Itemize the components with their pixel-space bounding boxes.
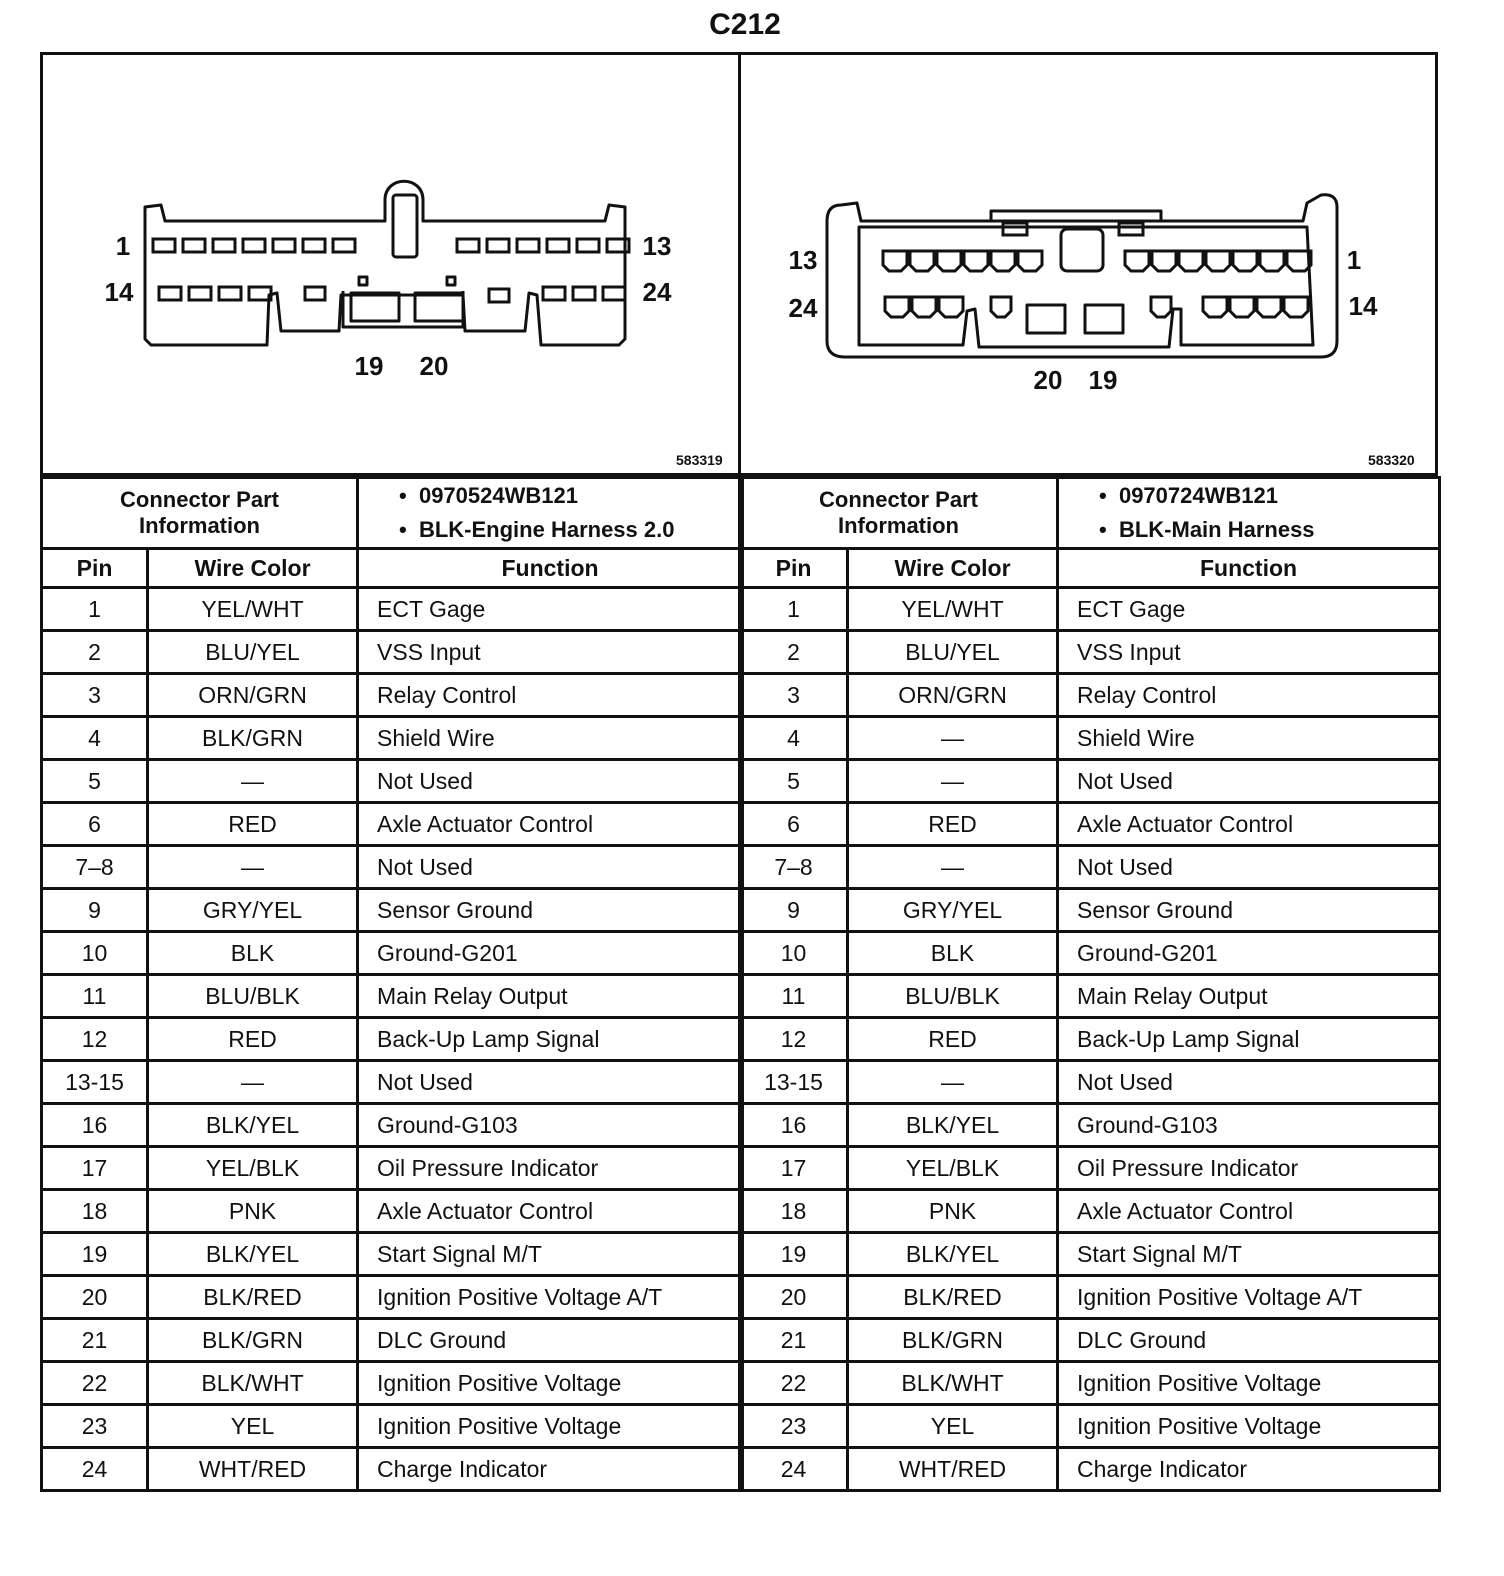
- function-cell: Ignition Positive Voltage: [358, 1362, 743, 1405]
- function-cell: Main Relay Output: [358, 975, 743, 1018]
- table-row: [42, 1362, 743, 1405]
- table-row: [740, 1405, 1440, 1448]
- right-pin-label-19: 19: [1088, 365, 1118, 395]
- function-cell: Ground-G103: [358, 1104, 743, 1147]
- pin-cell: 9: [42, 889, 148, 932]
- pin-cavity: [573, 287, 595, 300]
- function-cell: ECT Gage: [1058, 588, 1440, 631]
- pin-cavity: [1284, 297, 1308, 317]
- column-header-row: [740, 549, 1440, 588]
- pin-cell: 19: [42, 1233, 148, 1276]
- function-cell: Back-Up Lamp Signal: [1058, 1018, 1440, 1061]
- right-pinout-table: [738, 476, 1441, 1492]
- left-latch: [393, 195, 417, 257]
- function-cell: Not Used: [358, 760, 743, 803]
- pin-cell: 2: [740, 631, 848, 674]
- pin-cavity: [1233, 251, 1257, 271]
- connector-part-info-label: Connector Part Information: [740, 478, 1058, 549]
- function-cell: Not Used: [1058, 846, 1440, 889]
- function-cell: Back-Up Lamp Signal: [358, 1018, 743, 1061]
- table-row: [42, 803, 743, 846]
- wire-color-cell: —: [148, 760, 358, 803]
- pin-cavity: [991, 297, 1011, 317]
- table-row: [740, 975, 1440, 1018]
- pin-cavity: [1179, 251, 1203, 271]
- function-cell: DLC Ground: [1058, 1319, 1440, 1362]
- wire-color-cell: ORN/GRN: [848, 674, 1058, 717]
- pin-cavity: [910, 251, 934, 271]
- pin-cell: 10: [42, 932, 148, 975]
- pin-cavity: [1119, 223, 1143, 235]
- wire-color-cell: BLK/YEL: [848, 1233, 1058, 1276]
- pin-cell: 20: [740, 1276, 848, 1319]
- left-cavity-20: [415, 293, 463, 321]
- wire-color-cell: BLK: [848, 932, 1058, 975]
- pin-cell: 11: [42, 975, 148, 1018]
- connector-info-row: [42, 478, 743, 549]
- function-cell: Ignition Positive Voltage: [1058, 1405, 1440, 1448]
- pin-cell: 19: [740, 1233, 848, 1276]
- function-cell: Not Used: [358, 1061, 743, 1104]
- function-cell: Ground-G201: [1058, 932, 1440, 975]
- table-row: [740, 1147, 1440, 1190]
- wire-color-cell: RED: [848, 803, 1058, 846]
- wire-color-cell: —: [848, 1061, 1058, 1104]
- left-pin-label-20: 20: [419, 351, 449, 381]
- table-row: [42, 760, 743, 803]
- wire-color-cell: BLU/YEL: [148, 631, 358, 674]
- table-row: [740, 1018, 1440, 1061]
- function-cell: VSS Input: [358, 631, 743, 674]
- table-row: [740, 846, 1440, 889]
- left-pinout-table: [40, 476, 744, 1492]
- wire-color-cell: YEL/WHT: [848, 588, 1058, 631]
- function-cell: Oil Pressure Indicator: [358, 1147, 743, 1190]
- pin-cell: 22: [42, 1362, 148, 1405]
- pin-cell: 12: [42, 1018, 148, 1061]
- wire-color-cell: BLK/WHT: [848, 1362, 1058, 1405]
- part-number: 0970524WB121: [418, 483, 578, 508]
- left-pin-label-14: 14: [104, 277, 134, 307]
- pin-cell: 5: [740, 760, 848, 803]
- table-row: [42, 1147, 743, 1190]
- table-row: [740, 1190, 1440, 1233]
- pin-cell: 11: [740, 975, 848, 1018]
- pin-cell: 22: [740, 1362, 848, 1405]
- right-figure-id: 583320: [1368, 452, 1415, 468]
- table-row: [42, 1190, 743, 1233]
- wire-color-cell: WHT/RED: [148, 1448, 358, 1491]
- pin-cell: 3: [740, 674, 848, 717]
- right-cavity-20: [1027, 305, 1065, 333]
- left-pin-label-1: 1: [115, 231, 131, 261]
- table-row: [740, 588, 1440, 631]
- function-cell: Ignition Positive Voltage: [1058, 1362, 1440, 1405]
- pin-cell: 13-15: [42, 1061, 148, 1104]
- pin-cavity: [1203, 297, 1227, 317]
- wire-color-cell: BLK/GRN: [148, 717, 358, 760]
- table-row: [740, 1276, 1440, 1319]
- connector-part-info-values: • 0970724WB121 • BLK-Main Harness: [1058, 478, 1440, 549]
- pin-cavity: [305, 287, 325, 300]
- pin-cavity: [159, 287, 181, 300]
- left-key-nub: [359, 277, 367, 285]
- function-cell: Relay Control: [1058, 674, 1440, 717]
- wire-color-cell: BLK/YEL: [148, 1233, 358, 1276]
- wire-color-cell: BLK/GRN: [148, 1319, 358, 1362]
- function-cell: Sensor Ground: [1058, 889, 1440, 932]
- pin-cavity: [991, 251, 1015, 271]
- pin-cell: 4: [740, 717, 848, 760]
- table-row: [740, 1362, 1440, 1405]
- part-number: 0970724WB121: [1118, 483, 1278, 508]
- left-pin-label-24: 24: [642, 277, 672, 307]
- pin-cell: 21: [42, 1319, 148, 1362]
- pin-cavity: [153, 239, 175, 252]
- wire-color-cell: —: [148, 1061, 358, 1104]
- column-header-pin: Pin: [740, 549, 848, 588]
- table-row: [42, 1448, 743, 1491]
- right-connector-face: [741, 55, 1436, 475]
- table-row: [740, 1319, 1440, 1362]
- wire-color-cell: RED: [148, 803, 358, 846]
- pin-cavity: [1257, 297, 1281, 317]
- pin-cell: 10: [740, 932, 848, 975]
- wire-color-cell: BLK/YEL: [848, 1104, 1058, 1147]
- wire-color-cell: GRY/YEL: [148, 889, 358, 932]
- left-key-nub: [447, 277, 455, 285]
- right-pin-label-14: 14: [1348, 291, 1378, 321]
- function-cell: Start Signal M/T: [1058, 1233, 1440, 1276]
- pin-cell: 6: [740, 803, 848, 846]
- pin-cell: 16: [740, 1104, 848, 1147]
- pin-cavity: [1230, 297, 1254, 317]
- column-header-row: [42, 549, 743, 588]
- pin-cavity: [1003, 223, 1027, 235]
- function-cell: Ignition Positive Voltage A/T: [358, 1276, 743, 1319]
- wire-color-cell: BLK/RED: [148, 1276, 358, 1319]
- pin-cavity: [937, 251, 961, 271]
- pin-cavity: [939, 297, 963, 317]
- wire-color-cell: BLK/RED: [848, 1276, 1058, 1319]
- left-pin-label-19: 19: [354, 351, 384, 381]
- pin-cell: 3: [42, 674, 148, 717]
- function-cell: Main Relay Output: [1058, 975, 1440, 1018]
- table-row: [740, 1448, 1440, 1491]
- function-cell: Axle Actuator Control: [358, 803, 743, 846]
- right-pin-label-1: 1: [1346, 245, 1362, 275]
- wire-color-cell: —: [848, 717, 1058, 760]
- table-row: [740, 717, 1440, 760]
- harness-name: BLK-Main Harness: [1118, 517, 1315, 542]
- table-row: [740, 932, 1440, 975]
- function-cell: Not Used: [1058, 1061, 1440, 1104]
- wire-color-cell: BLK/GRN: [848, 1319, 1058, 1362]
- table-row: [42, 1104, 743, 1147]
- left-cavity-19: [351, 293, 399, 321]
- pin-cavity: [912, 297, 936, 317]
- right-pin-label-13: 13: [788, 245, 818, 275]
- table-row: [740, 1061, 1440, 1104]
- pin-cell: 1: [42, 588, 148, 631]
- pin-cavity: [1206, 251, 1230, 271]
- pin-cavity: [1018, 251, 1042, 271]
- wire-color-cell: YEL/BLK: [148, 1147, 358, 1190]
- function-cell: VSS Input: [1058, 631, 1440, 674]
- wire-color-cell: GRY/YEL: [848, 889, 1058, 932]
- column-header-function: Function: [1058, 549, 1440, 588]
- function-cell: Ignition Positive Voltage A/T: [1058, 1276, 1440, 1319]
- wire-color-cell: BLK: [148, 932, 358, 975]
- pin-cell: 18: [740, 1190, 848, 1233]
- table-row: [42, 1319, 743, 1362]
- pin-cavity: [603, 287, 625, 300]
- pin-cavity: [1125, 251, 1149, 271]
- table-row: [42, 588, 743, 631]
- table-row: [42, 1276, 743, 1319]
- pin-cell: 17: [42, 1147, 148, 1190]
- pin-cavity: [489, 289, 509, 302]
- table-row: [42, 717, 743, 760]
- function-cell: Shield Wire: [1058, 717, 1440, 760]
- pin-cell: 17: [740, 1147, 848, 1190]
- right-pin-label-20: 20: [1033, 365, 1063, 395]
- pin-cell: 4: [42, 717, 148, 760]
- pin-cell: 21: [740, 1319, 848, 1362]
- pin-cell: 23: [42, 1405, 148, 1448]
- pin-cavity: [243, 239, 265, 252]
- pin-cavity: [1260, 251, 1284, 271]
- column-header-wire-color: Wire Color: [848, 549, 1058, 588]
- pin-cavity: [1151, 297, 1171, 317]
- function-cell: Ground-G103: [1058, 1104, 1440, 1147]
- pin-cavity: [457, 239, 479, 252]
- wire-color-cell: BLK/YEL: [148, 1104, 358, 1147]
- function-cell: Axle Actuator Control: [1058, 1190, 1440, 1233]
- wire-color-cell: PNK: [848, 1190, 1058, 1233]
- pin-cavity: [885, 297, 909, 317]
- pin-cavity: [487, 239, 509, 252]
- table-row: [42, 1018, 743, 1061]
- function-cell: Not Used: [358, 846, 743, 889]
- wire-color-cell: BLU/YEL: [848, 631, 1058, 674]
- wire-color-cell: RED: [148, 1018, 358, 1061]
- column-header-wire-color: Wire Color: [148, 549, 358, 588]
- function-cell: Charge Indicator: [1058, 1448, 1440, 1491]
- page-title: C212: [709, 8, 781, 41]
- table-row: [42, 1233, 743, 1276]
- pin-cavity: [273, 239, 295, 252]
- pin-cavity: [219, 287, 241, 300]
- wire-color-cell: ORN/GRN: [148, 674, 358, 717]
- pin-cell: 16: [42, 1104, 148, 1147]
- pin-cell: 1: [740, 588, 848, 631]
- function-cell: Ignition Positive Voltage: [358, 1405, 743, 1448]
- wire-color-cell: WHT/RED: [848, 1448, 1058, 1491]
- wire-color-cell: YEL: [848, 1405, 1058, 1448]
- function-cell: Start Signal M/T: [358, 1233, 743, 1276]
- wire-color-cell: YEL: [148, 1405, 358, 1448]
- function-cell: Charge Indicator: [358, 1448, 743, 1491]
- function-cell: Sensor Ground: [358, 889, 743, 932]
- function-cell: Axle Actuator Control: [358, 1190, 743, 1233]
- function-cell: Shield Wire: [358, 717, 743, 760]
- pin-cell: 13-15: [740, 1061, 848, 1104]
- table-row: [42, 631, 743, 674]
- pin-cell: 23: [740, 1405, 848, 1448]
- pin-cavity: [213, 239, 235, 252]
- function-cell: Relay Control: [358, 674, 743, 717]
- table-row: [42, 975, 743, 1018]
- function-cell: Ground-G201: [358, 932, 743, 975]
- pin-cell: 7–8: [740, 846, 848, 889]
- pin-cell: 6: [42, 803, 148, 846]
- table-row: [740, 631, 1440, 674]
- left-pin-label-13: 13: [642, 231, 672, 261]
- table-row: [42, 932, 743, 975]
- pin-cavity: [1152, 251, 1176, 271]
- pin-cavity: [517, 239, 539, 252]
- harness-name: BLK-Engine Harness 2.0: [418, 517, 675, 542]
- table-row: [740, 760, 1440, 803]
- wire-color-cell: RED: [848, 1018, 1058, 1061]
- right-connector-outer: [827, 195, 1337, 357]
- function-cell: Axle Actuator Control: [1058, 803, 1440, 846]
- pin-cell: 7–8: [42, 846, 148, 889]
- pin-cavity: [543, 287, 565, 300]
- pin-cavity: [547, 239, 569, 252]
- pin-cavity: [183, 239, 205, 252]
- wire-color-cell: BLK/WHT: [148, 1362, 358, 1405]
- pin-cavity: [189, 287, 211, 300]
- right-latch: [1061, 229, 1103, 271]
- table-row: [42, 889, 743, 932]
- right-cavity-19: [1085, 305, 1123, 333]
- pin-cavity: [303, 239, 325, 252]
- pin-cell: 20: [42, 1276, 148, 1319]
- pin-cavity: [883, 251, 907, 271]
- column-header-function: Function: [358, 549, 743, 588]
- pin-cavity: [333, 239, 355, 252]
- connector-part-info-label: Connector Part Information: [42, 478, 358, 549]
- pin-cell: 12: [740, 1018, 848, 1061]
- function-cell: Oil Pressure Indicator: [1058, 1147, 1440, 1190]
- function-cell: ECT Gage: [358, 588, 743, 631]
- table-row: [740, 889, 1440, 932]
- table-row: [42, 1405, 743, 1448]
- wire-color-cell: —: [848, 760, 1058, 803]
- function-cell: Not Used: [1058, 760, 1440, 803]
- table-row: [42, 1061, 743, 1104]
- pin-cell: 2: [42, 631, 148, 674]
- pin-cavity: [964, 251, 988, 271]
- pin-cell: 24: [42, 1448, 148, 1491]
- function-cell: DLC Ground: [358, 1319, 743, 1362]
- table-row: [42, 846, 743, 889]
- table-row: [740, 1233, 1440, 1276]
- wire-color-cell: YEL/BLK: [848, 1147, 1058, 1190]
- left-figure-id: 583319: [676, 452, 723, 468]
- pin-cell: 5: [42, 760, 148, 803]
- left-connector-face: [43, 55, 738, 475]
- column-header-pin: Pin: [42, 549, 148, 588]
- pin-cavity: [577, 239, 599, 252]
- connector-part-info-values: • 0970524WB121 • BLK-Engine Harness 2.0: [358, 478, 743, 549]
- right-pin-label-24: 24: [788, 293, 818, 323]
- connector-info-row: [740, 478, 1440, 549]
- wire-color-cell: BLU/BLK: [148, 975, 358, 1018]
- pin-cell: 18: [42, 1190, 148, 1233]
- wire-color-cell: BLU/BLK: [848, 975, 1058, 1018]
- wire-color-cell: —: [848, 846, 1058, 889]
- wire-color-cell: YEL/WHT: [148, 588, 358, 631]
- table-row: [740, 674, 1440, 717]
- wire-color-cell: PNK: [148, 1190, 358, 1233]
- table-row: [740, 803, 1440, 846]
- table-row: [740, 1104, 1440, 1147]
- wire-color-cell: —: [148, 846, 358, 889]
- pin-cell: 9: [740, 889, 848, 932]
- pin-cell: 24: [740, 1448, 848, 1491]
- table-row: [42, 674, 743, 717]
